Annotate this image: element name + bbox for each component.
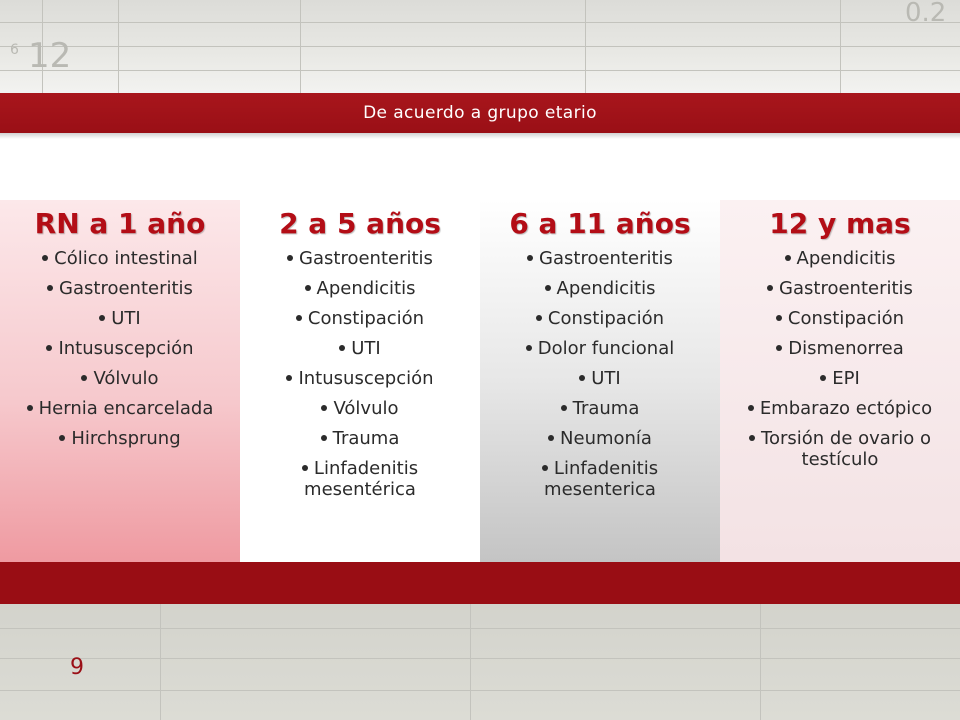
column-heading: RN a 1 año xyxy=(34,207,206,240)
bullet-icon xyxy=(287,255,293,261)
bottom-band xyxy=(0,562,960,604)
deco-line xyxy=(118,0,119,95)
deco-line xyxy=(0,70,960,71)
bullet-icon xyxy=(321,435,327,441)
list-item: Intususcepción xyxy=(10,338,230,359)
list-item: Neumonía xyxy=(490,428,710,449)
age-group-columns xyxy=(0,200,960,562)
list-item: Intususcepción xyxy=(250,368,470,389)
bullet-icon xyxy=(820,375,826,381)
deco-line xyxy=(0,46,960,47)
deco-line xyxy=(300,0,301,95)
bullet-icon xyxy=(536,315,542,321)
list-item: Apendicitis xyxy=(250,278,470,299)
condition-list xyxy=(480,248,720,509)
bullet-icon xyxy=(296,315,302,321)
list-item: Hernia encarcelada xyxy=(10,398,230,419)
bullet-icon xyxy=(748,405,754,411)
condition-list xyxy=(240,248,480,509)
bullet-icon xyxy=(305,285,311,291)
bullet-icon xyxy=(527,255,533,261)
deco-right-number: 0.2 xyxy=(905,0,947,28)
list-item: EPI xyxy=(730,368,950,389)
list-item: UTI xyxy=(10,308,230,329)
bullet-icon xyxy=(545,285,551,291)
condition-list xyxy=(720,248,960,479)
bullet-icon xyxy=(561,405,567,411)
bottom-decoration xyxy=(0,604,960,720)
bullet-icon xyxy=(548,435,554,441)
title-shadow xyxy=(0,133,960,139)
list-item: UTI xyxy=(490,368,710,389)
deco-line xyxy=(0,658,960,659)
column-heading: 12 y mas xyxy=(769,207,911,240)
deco-line xyxy=(760,604,761,720)
bullet-icon xyxy=(542,465,548,471)
list-item: Trauma xyxy=(250,428,470,449)
list-item: Embarazo ectópico xyxy=(730,398,950,419)
bullet-icon xyxy=(776,315,782,321)
bullet-icon xyxy=(286,375,292,381)
list-item: Linfadenitis mesenterica xyxy=(490,458,710,500)
bullet-icon xyxy=(47,285,53,291)
title-band xyxy=(0,93,960,133)
deco-left-number: 12 xyxy=(28,36,72,76)
deco-line xyxy=(470,604,471,720)
bullet-icon xyxy=(785,255,791,261)
list-item: Gastroenteritis xyxy=(10,278,230,299)
bullet-icon xyxy=(302,465,308,471)
column-heading: 6 a 11 años xyxy=(509,207,691,240)
list-item: Gastroenteritis xyxy=(490,248,710,269)
list-item: Constipación xyxy=(490,308,710,329)
deco-line xyxy=(0,690,960,691)
column-heading: 2 a 5 años xyxy=(279,207,441,240)
list-item: Vólvulo xyxy=(250,398,470,419)
bullet-icon xyxy=(27,405,33,411)
list-item: Apendicitis xyxy=(730,248,950,269)
bullet-icon xyxy=(767,285,773,291)
deco-line xyxy=(840,0,841,95)
list-item: Constipación xyxy=(250,308,470,329)
list-item: Gastroenteritis xyxy=(250,248,470,269)
column-newborn xyxy=(0,200,240,562)
bullet-icon xyxy=(99,315,105,321)
deco-small-number: 6 xyxy=(10,42,19,58)
list-item: Apendicitis xyxy=(490,278,710,299)
list-item: Torsión de ovario o testículo xyxy=(730,428,950,470)
bullet-icon xyxy=(579,375,585,381)
deco-line xyxy=(0,22,960,23)
column-6-to-11 xyxy=(480,200,720,562)
bullet-icon xyxy=(526,345,532,351)
column-2-to-5 xyxy=(240,200,480,562)
list-item: Dolor funcional xyxy=(490,338,710,359)
bullet-icon xyxy=(321,405,327,411)
list-item: Gastroenteritis xyxy=(730,278,950,299)
deco-line xyxy=(585,0,586,95)
bullet-icon xyxy=(46,345,52,351)
bullet-icon xyxy=(42,255,48,261)
deco-line xyxy=(160,604,161,720)
bullet-icon xyxy=(749,435,755,441)
list-item: Constipación xyxy=(730,308,950,329)
list-item: Cólico intestinal xyxy=(10,248,230,269)
bullet-icon xyxy=(81,375,87,381)
list-item: UTI xyxy=(250,338,470,359)
top-decoration xyxy=(0,0,960,95)
bullet-icon xyxy=(59,435,65,441)
column-12-plus xyxy=(720,200,960,562)
list-item: Dismenorrea xyxy=(730,338,950,359)
slide-title: De acuerdo a grupo etario xyxy=(363,103,597,123)
bullet-icon xyxy=(776,345,782,351)
page-number: 9 xyxy=(70,655,84,680)
list-item: Hirchsprung xyxy=(10,428,230,449)
deco-line xyxy=(0,628,960,629)
list-item: Vólvulo xyxy=(10,368,230,389)
list-item: Trauma xyxy=(490,398,710,419)
condition-list xyxy=(0,248,240,458)
list-item: Linfadenitis mesentérica xyxy=(250,458,470,500)
bullet-icon xyxy=(339,345,345,351)
